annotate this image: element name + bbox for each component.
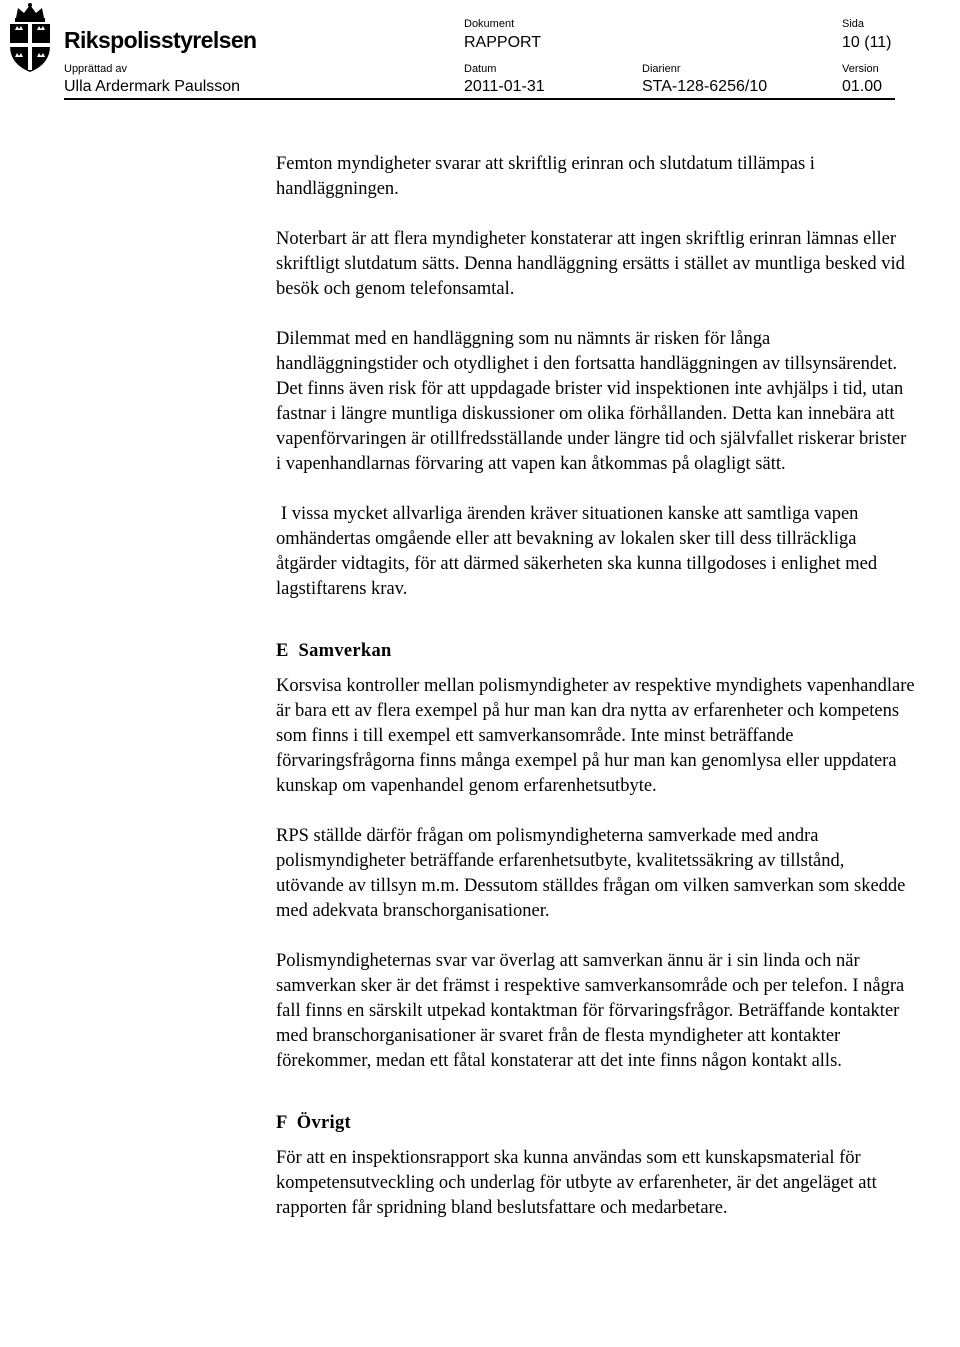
paragraph: Femton myndigheter svarar att skriftlig erinran och slutdatum tillämpas i handläggningen.	[276, 154, 815, 199]
created-by-label: Upprättad av	[64, 63, 127, 75]
date-label: Datum	[464, 63, 497, 75]
version-value: 01.00	[842, 78, 883, 95]
paragraph: Noterbart är att flera myndigheter konstaterar att ingen skriftlig erinran lämnas eller skriftligt slutdatum sätts. Denna handläggning ersätts i stället av muntliga besked vid besök och genom telefonsamtal.	[276, 229, 905, 299]
document-body	[276, 152, 916, 1221]
diary-label: Diarienr	[642, 63, 681, 75]
paragraph: Dilemmat med en handläggning som nu nämnts är risken för långa handläggningstider och otydlighet i den fortsatta handläggningen av tillsynsärendet. Det finns även risk för att uppdagade brister vid inspektionen inte avhjälps i tid, utan fastnar i längre muntliga diskussioner om olika förhållanden. Detta kan innebära att vapenförvaringen är otillfredsställande under längre tid och självfallet riskerar brister i vapenhandlarnas förvaring att vapen kan åtkommas på olagligt sätt.	[276, 329, 907, 474]
section-heading-f: F Övrigt	[276, 1113, 351, 1133]
diary-value: STA-128-6256/10	[642, 78, 768, 95]
section-heading-e: E Samverkan	[276, 641, 392, 661]
page-label: Sida	[842, 18, 865, 30]
document-header	[0, 0, 960, 100]
date-value: 2011-01-31	[464, 78, 545, 95]
paragraph: För att en inspektionsrapport ska kunna användas som ett kunskapsmaterial för kompetensutveckling och underlag för utbyte av erfarenheter, är det angeläget att rapporten får spridning bland beslutsfattare och medarbetare.	[276, 1148, 877, 1218]
header-divider	[64, 98, 895, 100]
version-label: Version	[842, 63, 879, 75]
created-by-value: Ulla Ardermark Paulsson	[64, 78, 241, 95]
paragraph: Korsvisa kontroller mellan polismyndigheter av respektive myndighets vapenhandlare är bara ett av flera exempel på hur man kan dra nytta av erfarenheter och kompetens som finns i till exempel ett samverkansområde. Inte minst beträffande förvaringsfrågorna finns många exempel på hur man kan genomlysa eller uppdatera kunskap om vapenhandel genom erfarenhetsutbyte.	[276, 676, 915, 796]
page-number: 10 (11)	[842, 34, 892, 51]
document-label: Dokument	[464, 18, 515, 30]
agency-name: Rikspolisstyrelsen	[64, 27, 257, 53]
paragraph: RPS ställde därför frågan om polismyndigheterna samverkade med andra polismyndigheter beträffande erfarenhetsutbyte, kvalitetssäkring av tillstånd, utövande av tillsyn m.m. Dessutom ställdes frågan om vilken samverkan som skedde med adekvata branschorganisationer.	[276, 826, 906, 921]
paragraph: Polismyndigheternas svar var överlag att samverkan ännu är i sin linda och när samverkan sker är det främst i respektive samverkansområde och per telefon. I några fall finns en särskilt utpekad kontaktman för förvaringsfrågor. Beträffande kontakter med branschorganisationer är svaret från de flesta myndigheter att kontakter förekommer, medan ett fåtal konstaterar att det inte finns någon kontakt alls.	[276, 951, 905, 1071]
coat-of-arms-icon	[4, 2, 56, 74]
document-type: RAPPORT	[464, 34, 542, 51]
paragraph: I vissa mycket allvarliga ärenden kräver situationen kanske att samtliga vapen omhändertas omgående eller att bevakning av lokalen sker till dess tillräckliga åtgärder vidtagits, för att därmed säkerheten ska kunna tillgodoses i enlighet med lagstiftarens krav.	[276, 504, 878, 599]
